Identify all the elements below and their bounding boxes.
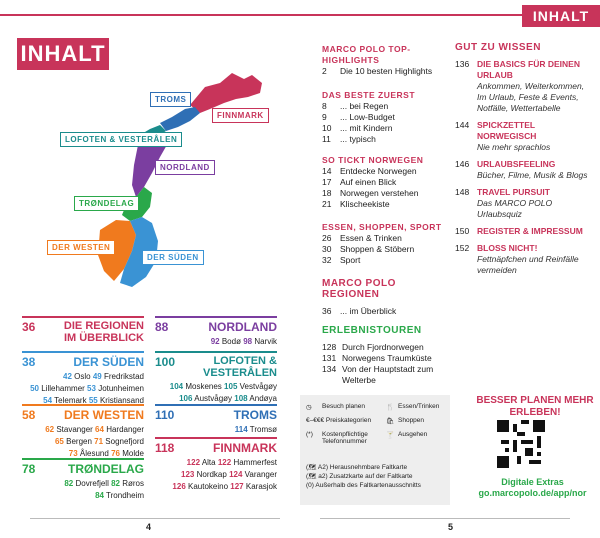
toc-entry[interactable]: 131 Norwegens Traumküste: [322, 353, 432, 363]
region-lofoten[interactable]: 100 LOFOTEN & VESTERÅLEN 104 Moskenes 105 Vestvågøy 106 Austvågøy 108 Andøya: [155, 351, 277, 405]
region-number: 58: [22, 408, 36, 422]
page-number-left: 4: [146, 522, 152, 532]
region-title: LOFOTEN & VESTERÅLEN: [203, 355, 277, 379]
region-title: DER SÜDEN: [73, 355, 144, 369]
toc-entry[interactable]: 21 Klischeekiste: [322, 199, 390, 209]
map-label-nordland: NORDLAND: [155, 160, 215, 175]
page-title: INHALT: [17, 38, 109, 70]
toc-entry[interactable]: 14 Entdecke Norwegen: [322, 166, 417, 176]
legend-box: [300, 395, 450, 505]
toc-highlights: MARCO POLO TOP-HIGHLIGHTS 2 Die 10 besten Highlights: [322, 44, 442, 77]
qr-code-icon[interactable]: [497, 420, 545, 468]
toc-entry[interactable]: 152 BLOSS NICHT! Fettnäpfchen und Reinfälle vermeiden: [455, 243, 579, 275]
legend-telefon: (*) Kostenpflichtige Telefonnummer: [306, 431, 368, 445]
section-tag: INHALT: [522, 5, 600, 27]
legend-ausgehen: 🍸 Ausgehen: [386, 431, 428, 439]
map-label-trondelag: TRØNDELAG: [74, 196, 139, 211]
map-label-troms: TROMS: [150, 92, 191, 107]
region-title: DER WESTEN: [63, 408, 144, 422]
toc-essen: ESSEN, SHOPPEN, SPORT 26 Essen & Trinken 30 Shoppen & Stöbern 32 Sport: [322, 222, 442, 265]
region-title: TROMS: [233, 408, 277, 422]
region-nordland[interactable]: 88 NORDLAND 92 Bodø 98 Narvik: [155, 316, 277, 348]
toc-touren: ERLEBNISTOUREN 128 Durch Fjordnorwegen 131 Norwegens Traumküste 134 Von der Hauptstadt zum Welterbe: [322, 325, 452, 386]
region-title: FINNMARK: [213, 441, 277, 455]
region-number: 36: [22, 320, 36, 334]
promo-link[interactable]: Digitale Extras go.marcopolo.de/app/nor: [478, 477, 587, 498]
region-number: 88: [155, 320, 169, 334]
region-number: 110: [155, 408, 175, 422]
promo-heading: BESSER PLANEN MEHR ERLEBEN!: [476, 395, 594, 418]
region-title: TRØNDELAG: [68, 462, 144, 476]
map-region-finnmark: [190, 73, 262, 113]
map-label-lofoten: LOFOTEN & VESTERÅLEN: [60, 132, 182, 147]
header-rule: [0, 14, 522, 16]
legend-shoppen: 🛍 Shoppen: [386, 417, 425, 425]
region-title: NORDLAND: [208, 320, 277, 334]
toc-entry[interactable]: 9 ... Low-Budget: [322, 112, 395, 122]
toc-entry[interactable]: 144 SPICKZETTEL NORWEGISCH Nie mehr sprachlos: [455, 120, 551, 152]
region-troms[interactable]: 110 TROMS 114 Tromsø: [155, 404, 277, 436]
legend-besuch: ◷ Besuch planen: [306, 403, 366, 411]
toc-best: DAS BESTE ZUERST 8 ... bei Regen 9 ... Low-Budget 10 ... mit Kindern 11 ... typisch: [322, 90, 442, 145]
toc-entry[interactable]: 36 ... im Überblick: [322, 306, 397, 316]
toc-entry[interactable]: 11 ... typisch: [322, 134, 376, 144]
toc-entry[interactable]: 10 ... mit Kindern: [322, 123, 393, 133]
region-number: 38: [22, 355, 36, 369]
toc-entry[interactable]: 136 DIE BASICS FÜR DEINEN URLAUB Ankommen, Weiterkommen, Im Urlaub, Feste & Events, Notfälle, Wettertabelle: [455, 59, 585, 113]
map-label-sueden: DER SÜDEN: [142, 250, 204, 265]
toc-tickt: SO TICKT NORWEGEN 14 Entdecke Norwegen 17 Auf einen Blick 18 Norwegen verstehen 21 Klischeekiste: [322, 155, 442, 210]
toc-entry[interactable]: 8 ... bei Regen: [322, 101, 389, 111]
toc-entry[interactable]: 18 Norwegen verstehen: [322, 188, 419, 198]
toc-entry[interactable]: 2 Die 10 besten Highlights: [322, 66, 433, 76]
footer-rule-right: [320, 518, 570, 519]
region-overview[interactable]: [22, 316, 144, 344]
toc-regionen: MARCO POLO REGIONEN 36 ... im Überblick: [322, 278, 442, 317]
region-number: 78: [22, 462, 36, 476]
toc-entry[interactable]: 146 URLAUBSFEELING Bücher, Filme, Musik & Blogs: [455, 159, 588, 180]
toc-entry[interactable]: 30 Shoppen & Stöbern: [322, 244, 415, 254]
legend-essen: 🍴 Essen/Trinken: [386, 403, 440, 411]
map-label-westen: DER WESTEN: [47, 240, 115, 255]
map-label-finnmark: FINNMARK: [212, 108, 269, 123]
footer-rule-left: [30, 518, 280, 519]
region-number: 118: [155, 441, 175, 455]
region-finnmark[interactable]: 118 FINNMARK 122 Alta 122 Hammerfest 123 Nordkap 124 Varanger 126 Kautokeino 127 Karasjok: [155, 437, 277, 493]
toc-entry[interactable]: 32 Sport: [322, 255, 361, 265]
legend-preise: €–€€€ Preiskategorien: [306, 417, 372, 424]
region-westen[interactable]: 58 DER WESTEN 62 Stavanger 64 Hardanger 65 Bergen 71 Sognefjord 73 Ålesund 76 Molde: [22, 404, 144, 460]
toc-entry[interactable]: 17 Auf einen Blick: [322, 177, 397, 187]
region-trondelag[interactable]: 78 TRØNDELAG 82 Dovrefjell 82 Røros 84 Trondheim: [22, 458, 144, 502]
page-number-right: 5: [448, 522, 454, 532]
region-number: 100: [155, 355, 176, 369]
region-sueden[interactable]: 38 DER SÜDEN 42 Oslo 49 Fredrikstad 50 Lillehammer 53 Jotunheimen 54 Telemark 55 Kristiansand: [22, 351, 144, 407]
toc-entry[interactable]: 148 TRAVEL PURSUIT Das MARCO POLO Urlaubsquiz: [455, 187, 553, 219]
toc-gut-zu-wissen: GUT ZU WISSEN 136 DIE BASICS FÜR DEINEN URLAUB Ankommen, Weiterkommen, Im Urlaub, Feste & Events, Notfälle, Wettertabelle 144 SPICKZETTEL NORWEGISCH Nie mehr sprachlos 146 URLAUBSFEELING Bücher, Filme, Musik & Blogs 148 TRAVEL PURSUIT Das MARCO POLO Urlaubsquiz 150 REGISTER & IMPRESSUM 152 BLOSS NICHT! Fettnäpfchen und Reinfälle vermeiden: [455, 42, 595, 282]
legend-notes: (🗺 A2) Herausnehmbare Faltkarte (🗺 a2) Zusatzkarte auf der Faltkarte (0) Außerhalb des Faltkartenausschnitts: [306, 464, 421, 489]
toc-entry[interactable]: 26 Essen & Trinken: [322, 233, 402, 243]
toc-entry[interactable]: 128 Durch Fjordnorwegen: [322, 342, 424, 352]
region-title: DIE REGIONEN IM ÜBERBLICK: [63, 320, 144, 344]
toc-entry[interactable]: 134 Von der Hauptstadt zum Welterbe: [322, 364, 434, 385]
toc-entry[interactable]: 150 REGISTER & IMPRESSUM: [455, 226, 583, 236]
map-region-troms: [160, 107, 200, 131]
